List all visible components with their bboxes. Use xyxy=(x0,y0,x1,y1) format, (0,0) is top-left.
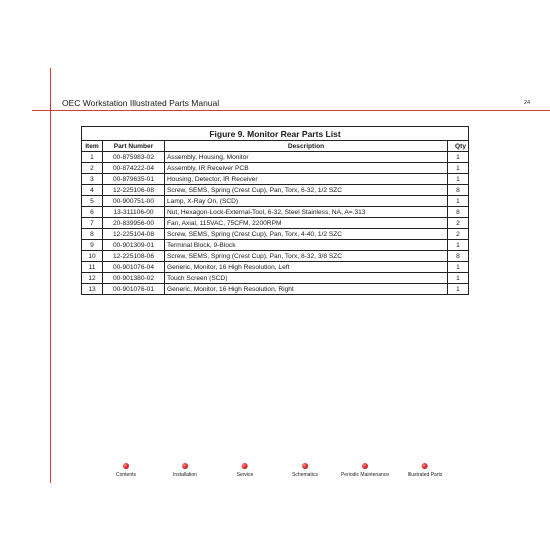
cell-item: 7 xyxy=(82,218,103,229)
cell-qty: 8 xyxy=(448,207,469,218)
table-row xyxy=(82,218,469,229)
cell-qty: 8 xyxy=(448,185,469,196)
nav-link-contents[interactable] xyxy=(116,463,136,478)
cell-qty: 1 xyxy=(448,284,469,295)
cell-item: 11 xyxy=(82,262,103,273)
cell-part-number: 00-875983-02 xyxy=(103,152,165,163)
column-header-description: Description xyxy=(165,141,448,152)
cell-item: 9 xyxy=(82,240,103,251)
table-body xyxy=(82,152,469,295)
table-caption: Figure 9. Monitor Rear Parts List xyxy=(81,126,469,140)
header-rule xyxy=(32,110,550,111)
cell-part-number: 00-879635-01 xyxy=(103,174,165,185)
cell-item: 4 xyxy=(82,185,103,196)
nav-label[interactable]: Schematics xyxy=(292,472,318,478)
cell-description: Touch Screen (SCD) xyxy=(165,273,448,284)
table-row xyxy=(82,196,469,207)
cell-item: 10 xyxy=(82,251,103,262)
nav-link-schematics[interactable] xyxy=(292,463,318,478)
cell-qty: 1 xyxy=(448,163,469,174)
red-dot-icon[interactable] xyxy=(422,463,428,469)
document-title: OEC Workstation Illustrated Parts Manual xyxy=(62,98,220,108)
nav-label[interactable]: Illustrated Parts xyxy=(407,472,443,478)
column-header-qty: Qty xyxy=(448,141,469,152)
cell-qty: 1 xyxy=(448,152,469,163)
nav-label[interactable]: Installation xyxy=(173,472,197,478)
cell-part-number: 20-839956-00 xyxy=(103,218,165,229)
nav-link-periodic-maintenance[interactable] xyxy=(341,463,389,478)
cell-part-number: 13-311106-00 xyxy=(103,207,165,218)
cell-item: 5 xyxy=(82,196,103,207)
cell-part-number: 12-225106-08 xyxy=(103,185,165,196)
cell-item: 3 xyxy=(82,174,103,185)
cell-description: Fan, Axial, 115VAC, 75CFM, 2200RPM xyxy=(165,218,448,229)
table-row xyxy=(82,163,469,174)
cell-part-number: 12-225108-06 xyxy=(103,251,165,262)
cell-description: Generic, Monitor, 16 High Resolution, Left xyxy=(165,262,448,273)
table-row xyxy=(82,240,469,251)
red-dot-icon[interactable] xyxy=(123,463,129,469)
cell-qty: 2 xyxy=(448,229,469,240)
cell-part-number: 00-901076-01 xyxy=(103,284,165,295)
cell-item: 13 xyxy=(82,284,103,295)
nav-link-installation[interactable] xyxy=(173,463,197,478)
cell-description: Assembly, IR Receiver PCB xyxy=(165,163,448,174)
cell-qty: 1 xyxy=(448,273,469,284)
footer-navigation xyxy=(92,463,472,483)
cell-item: 12 xyxy=(82,273,103,284)
cell-qty: 1 xyxy=(448,262,469,273)
parts-list-table xyxy=(81,126,469,295)
nav-label[interactable]: Service xyxy=(236,472,254,478)
column-header-item: Item xyxy=(82,141,103,152)
red-dot-icon[interactable] xyxy=(242,463,248,469)
cell-qty: 1 xyxy=(448,196,469,207)
cell-item: 8 xyxy=(82,229,103,240)
table-row xyxy=(82,284,469,295)
nav-link-service[interactable] xyxy=(237,463,254,478)
table-row xyxy=(82,185,469,196)
table-row xyxy=(82,229,469,240)
cell-part-number: 00-901309-01 xyxy=(103,240,165,251)
table-row xyxy=(82,273,469,284)
cell-part-number: 00-901076-04 xyxy=(103,262,165,273)
cell-part-number: 00-900751-00 xyxy=(103,196,165,207)
cell-description: Screw, SEMS, Spring (Crest Cup), Pan, Torx, 4-40, 1/2 SZC xyxy=(165,229,448,240)
cell-item: 6 xyxy=(82,207,103,218)
cell-part-number: 00-874222-04 xyxy=(103,163,165,174)
cell-part-number: 00-901380-02 xyxy=(103,273,165,284)
cell-qty: 1 xyxy=(448,240,469,251)
table-row xyxy=(82,262,469,273)
cell-description: Screw, SEMS, Spring (Crest Cup), Pan, Torx, 8-32, 3/8 SZC xyxy=(165,251,448,262)
red-dot-icon[interactable] xyxy=(182,463,188,469)
table-row xyxy=(82,152,469,163)
cell-qty: 2 xyxy=(448,218,469,229)
margin-rule-vertical xyxy=(50,68,51,483)
cell-part-number: 12-225104-08 xyxy=(103,229,165,240)
cell-description: Housing, Detector, IR Receiver xyxy=(165,174,448,185)
cell-item: 2 xyxy=(82,163,103,174)
cell-qty: 1 xyxy=(448,174,469,185)
red-dot-icon[interactable] xyxy=(302,463,308,469)
table-row xyxy=(82,174,469,185)
table-row xyxy=(82,207,469,218)
cell-description: Screw, SEMS, Spring (Crest Cup), Pan, Torx, 6-32, 1/2 SZC xyxy=(165,185,448,196)
cell-description: Assembly, Housing, Monitor xyxy=(165,152,448,163)
table-row xyxy=(82,251,469,262)
table-header xyxy=(82,141,469,152)
cell-item: 1 xyxy=(82,152,103,163)
column-header-part-number: Part Number xyxy=(103,141,165,152)
nav-label[interactable]: Contents xyxy=(115,472,137,478)
table-header-row xyxy=(82,141,469,152)
cell-qty: 8 xyxy=(448,251,469,262)
page-number: 24 xyxy=(524,100,531,106)
cell-description: Terminal Block, 9-Block xyxy=(165,240,448,251)
nav-label[interactable]: Periodic Maintenance xyxy=(340,472,390,478)
cell-description: Nut, Hexagon-Lock-External-Tool, 6-32, Steel Stainless, NA, A=.313 xyxy=(165,207,448,218)
nav-link-illustrated-parts[interactable] xyxy=(408,463,443,478)
red-dot-icon[interactable] xyxy=(362,463,368,469)
cell-description: Lamp, X-Ray On, (SCD) xyxy=(165,196,448,207)
cell-description: Generic, Monitor, 16 High Resolution, Right xyxy=(165,284,448,295)
